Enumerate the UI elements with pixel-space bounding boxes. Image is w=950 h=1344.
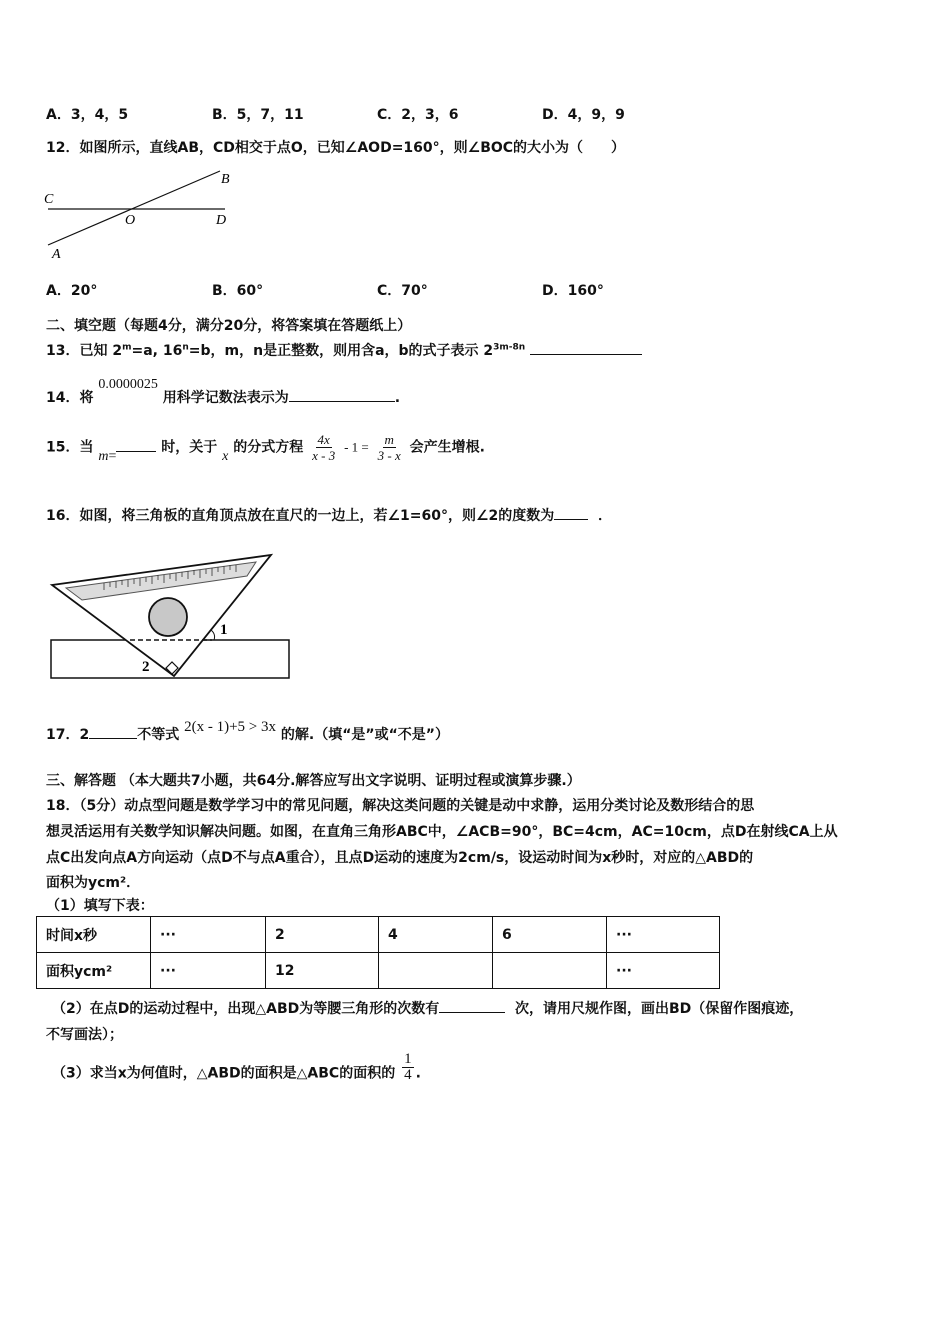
label-b: B [221, 172, 230, 187]
label-d: D [216, 213, 227, 228]
q12-option-d: D．160° [542, 283, 604, 299]
q16-figure [44, 550, 304, 685]
q15-answer-blank[interactable] [116, 451, 156, 452]
q13: 13．已知 $2^m=a$, $16^n=b$，m，n是正整数，则用含a，b的式子表示 $2^{3m-8n}$ [46, 340, 642, 360]
q14-answer-blank[interactable] [289, 401, 395, 402]
section2-heading: 二、填空题（每题4分，满分20分，将答案填在答题纸上） [46, 318, 412, 334]
q18-part2: （2）在点D的运动过程中，出现△ABD为等腰三角形的次数有 次，请用尺规作图，画出BD（保留作图痕迹， [52, 1001, 804, 1017]
section3-heading: 三、解答题 （本大题共7小题，共64分.解答应写出文字说明、证明过程或演算步骤.） [46, 773, 581, 789]
q14-number: 0.0000025 [98, 377, 158, 392]
table-row [37, 917, 720, 953]
table-cell: ··· [607, 953, 720, 989]
q18-part1: （1）填写下表： [46, 898, 154, 914]
q11-option-a: A．3，4，5 [46, 107, 129, 123]
q17: 17．2 不等式 2(x - 1)+5 > 3x 的解.（填“是”或“不是”） [46, 719, 450, 743]
table-cell: 时间x秒 [37, 917, 151, 953]
circle-hole [149, 598, 187, 636]
label-o: O [125, 213, 136, 228]
q13-answer-blank[interactable] [530, 354, 642, 355]
q11-option-b: B．5，7，11 [212, 107, 304, 123]
angle-1-label: 1 [220, 622, 228, 638]
angle-1-arc [211, 630, 215, 640]
table-cell: ··· [151, 917, 266, 953]
table-cell-answer[interactable] [379, 953, 493, 989]
q18-table [36, 916, 720, 989]
label-a: A [52, 247, 61, 262]
q16-answer-blank[interactable] [554, 519, 588, 520]
q18-part2-cont: 不写画法）； [46, 1027, 123, 1043]
q12-option-c: C．70° [377, 283, 428, 299]
q11-option-d: D．4，9，9 [542, 107, 625, 123]
q16: 16．如图，将三角板的直角顶点放在直尺的一边上，若∠1=60°，则∠2的度数为 ． [46, 508, 613, 524]
table-cell: 面积ycm² [37, 953, 151, 989]
q18-part2-blank[interactable] [439, 1012, 505, 1013]
q12-option-b: B．60° [212, 283, 264, 299]
q18-part3: （3）求当x为何值时，△ABD的面积是△ABC的面积的 $\frac{1}{4}$ . [52, 1051, 421, 1083]
line-ab [48, 171, 220, 245]
q17-answer-blank[interactable] [89, 738, 137, 739]
q12-option-a: A．20° [46, 283, 98, 299]
q18-line4: 面积为ycm²． [46, 875, 141, 891]
table-cell: 12 [266, 953, 379, 989]
table-cell: ··· [607, 917, 720, 953]
table-cell: 2 [266, 917, 379, 953]
q17-inequality: 2(x - 1)+5 > 3x [184, 719, 277, 735]
table-cell: 4 [379, 917, 493, 953]
angle-2-label: 2 [142, 659, 150, 675]
table-row [37, 953, 720, 989]
label-c: C [44, 192, 54, 207]
q14: 14．将 0.0000025 用科学记数法表示为 . [46, 377, 401, 406]
q15: 15．当 m= 时，关于 x 的分式方程 $\frac{4x}{x - 3}$ - 1 = $\frac{m}{3 - x}$ 会产生增根. [46, 432, 485, 464]
q18-line2: 想灵活运用有关数学知识解决问题。如图，在直角三角形ABC中，∠ACB=90°，BC=4cm，AC=10cm，点D在射线CA上从 [46, 824, 838, 840]
q12-figure [40, 165, 240, 265]
table-cell: ··· [151, 953, 266, 989]
table-cell: 6 [493, 917, 607, 953]
q18-line3: 点C出发向点A方向运动（点D不与点A重合），且点D运动的速度为2cm/s，设运动时间为x秒时，对应的△ABD的 [46, 850, 754, 866]
q11-option-c: C．2，3，6 [377, 107, 459, 123]
table-cell-answer[interactable] [493, 953, 607, 989]
q12-text: 12．如图所示，直线AB，CD相交于点O，已知∠AOD=160°，则∠BOC的大小为（ ） [46, 140, 626, 156]
q18-line1: 18．（5分）动点型问题是数学学习中的常见问题，解决这类问题的关键是动中求静，运用分类讨论及数形结合的思 [46, 798, 755, 814]
